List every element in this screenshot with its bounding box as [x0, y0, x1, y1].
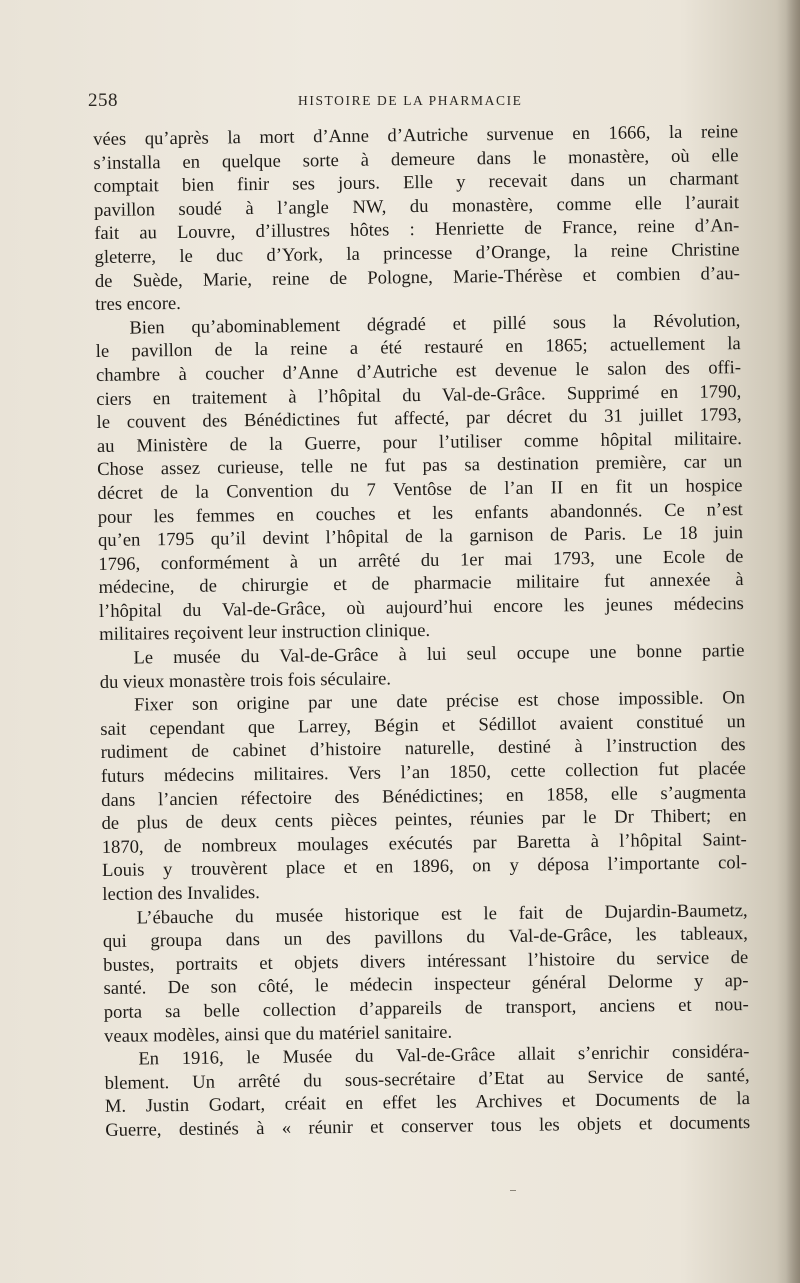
- page-number: 258: [88, 90, 118, 111]
- text-line: qu’en 1795 qu’il devint l’hôpital de la garnison de Paris. Le 18 juin: [97, 522, 744, 552]
- text-line: dans l’ancien réfectoire des Bénédictines; en 1858, elle s’augmenta: [101, 781, 747, 811]
- text-line: Chose assez curieuse, telle ne fut pas sa destination première, car un: [97, 451, 743, 481]
- text-line: Louis y trouvèrent place et en 1896, on y déposa l’importante col-: [101, 852, 748, 882]
- text-line: de Suède, Marie, reine de Pologne, Marie-Thérèse et combien d’au-: [94, 262, 740, 292]
- text-line: sait cependant que Larrey, Bégin et Sédillot avaient constitué un: [100, 710, 746, 740]
- text-line: l’hôpital du Val-de-Grâce, où aujourd’hui encore les jeunes médecins: [98, 592, 744, 622]
- text-line: M. Justin Godart, créait en effet les Archives et Documents de la: [104, 1088, 751, 1118]
- text-line: du vieux monastère trois fois séculaire.: [99, 668, 392, 693]
- text-line: le pavillon de la reine a été restauré en 1865; actuellement la: [95, 333, 741, 363]
- text-line: Fixer son origine par une date précise est chose impossible. On: [133, 687, 746, 716]
- text-line: L’ébauche du musée historique est le fait de Dujardin-Baumetz,: [136, 899, 748, 929]
- page-edge-shadow: [786, 0, 800, 1283]
- text-line: santé. De son côté, le médecin inspecteur général Delorme y ap-: [103, 970, 749, 1000]
- text-line: Bien qu’abominablement dégradé et pillé sous la Révolution,: [129, 309, 741, 339]
- text-line: fait au Louvre, d’illustres hôtes : Henriette de France, reine d’An-: [94, 215, 740, 245]
- text-line: au Ministère de la Guerre, pour l’utiliser comme hôpital militaire.: [96, 427, 742, 457]
- print-mark: [510, 1190, 516, 1191]
- text-line: bustes, portraits et objets divers intéressant l’histoire du service de: [103, 946, 749, 976]
- text-line: rudiment de cabinet d’histoire naturelle, destiné à l’instruction des: [100, 734, 746, 764]
- text-line: militaires reçoivent leur instruction clinique.: [99, 620, 431, 646]
- body-text: [93, 120, 750, 1142]
- text-line: décret de la Convention du 7 Ventôse de l’an II en fit un hospice: [97, 474, 743, 504]
- text-line: vées qu’après la mort d’Anne d’Autriche survenue en 1666, la reine: [93, 121, 739, 150]
- text-line: ciers en traitement à l’hôpital du Val-de-Grâce. Supprimé en 1790,: [96, 380, 742, 410]
- text-line: pour les femmes en couches et les enfants abandonnés. Ce n’est: [97, 498, 743, 528]
- text-line: lection des Invalides.: [102, 882, 260, 905]
- text-line: porta sa belle collection d’appareils de transport, anciens et nou-: [103, 994, 749, 1023]
- text-line: gleterre, le duc d’York, la princesse d’Orange, la reine Christine: [94, 239, 740, 268]
- text-line: 1870, de nombreux moulages exécutés par Baretta à l’hôpital Saint-: [101, 828, 747, 858]
- text-line: futurs médecins militaires. Vers l’an 1850, cette collection fut placée: [100, 758, 747, 787]
- text-line: qui groupa dans un des pavillons du Val-de-Grâce, les tableaux,: [102, 923, 749, 953]
- text-line: le couvent des Bénédictines fut affecté, par décret du 31 juillet 1793,: [96, 404, 742, 434]
- text-line: pavillon soudé à l’angle NW, du monastère, comme elle l’aurait: [93, 191, 740, 221]
- text-line: Guerre, destinés à « réunir et conserver tous les objets et documents: [105, 1111, 751, 1141]
- running-title: HISTOIRE DE LA PHARMACIE: [298, 93, 523, 108]
- text-line: tres encore.: [95, 293, 181, 316]
- text-line: veaux modèles, ainsi que du matériel sanitaire.: [103, 1021, 453, 1047]
- text-line: médecine, de chirurgie et de pharmacie militaire fut annexée à: [98, 569, 744, 599]
- text-line: 1796, conformément à un arrêté du 1er mai 1793, une Ecole de: [98, 545, 744, 575]
- text-line: de plus de deux cents pièces peintes, réunies par le Dr Thibert; en: [101, 805, 747, 835]
- text-line: chambre à coucher d’Anne d’Autriche est devenue le salon des offi-: [95, 357, 742, 386]
- text-line: blement. Un arrêté du sous-secrétaire d’Etat au Service de santé,: [104, 1064, 750, 1094]
- text-line: s’installa en quelque sorte à demeure dans le monastère, où elle: [93, 144, 739, 174]
- text-line: comptait bien finir ses jours. Elle y recevait dans un charmant: [93, 168, 739, 198]
- page-header: [88, 90, 738, 118]
- text-line: En 1916, le Musée du Val-de-Grâce allait s’enrichir considéra-: [138, 1041, 750, 1070]
- text-line: Le musée du Val-de-Grâce à lui seul occupe une bonne partie: [133, 640, 745, 669]
